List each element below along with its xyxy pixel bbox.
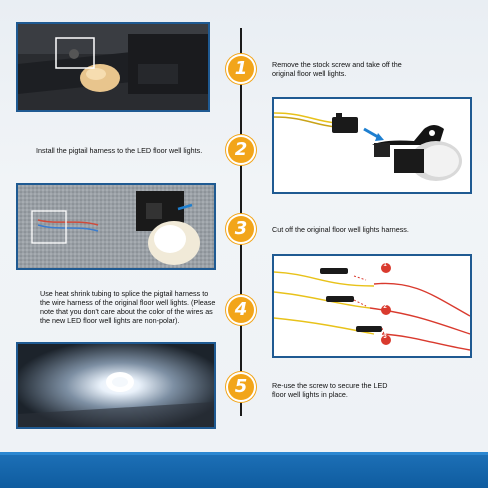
step-2-photo xyxy=(272,97,472,194)
step-5-badge: 5 xyxy=(228,374,254,400)
step-4-photo xyxy=(272,254,472,358)
step-5-text: Re-use the screw to secure the LED floor well lights in place. xyxy=(272,381,388,399)
splice-marker-2: 2 xyxy=(383,304,387,310)
splice-marker-1: 1 xyxy=(383,262,387,268)
step-3-badge: 3 xyxy=(228,216,254,242)
splice-marker-3: 3 xyxy=(383,334,387,340)
step-1-text: Remove the stock screw and take off the original floor well lights. xyxy=(272,60,402,78)
step-5-photo xyxy=(16,342,216,429)
step-3-text: Cut off the original floor well lights harness. xyxy=(272,225,409,234)
step-4-text: Use heat shrink tubing to splice the pigtail harness to the wire harness of the original floor well lights. (Please note that you don't care about the color of the wires as the new LED floor well lights are non-polar). xyxy=(40,289,216,325)
footer-bar xyxy=(0,455,488,488)
step-2-badge: 2 xyxy=(228,137,254,163)
step-1-photo xyxy=(16,22,210,112)
step-2-text: Install the pigtail harness to the LED floor well lights. xyxy=(36,146,203,155)
step-4-badge: 4 xyxy=(228,297,254,323)
step-3-photo xyxy=(16,183,216,270)
step-1-badge: 1 xyxy=(228,56,254,82)
